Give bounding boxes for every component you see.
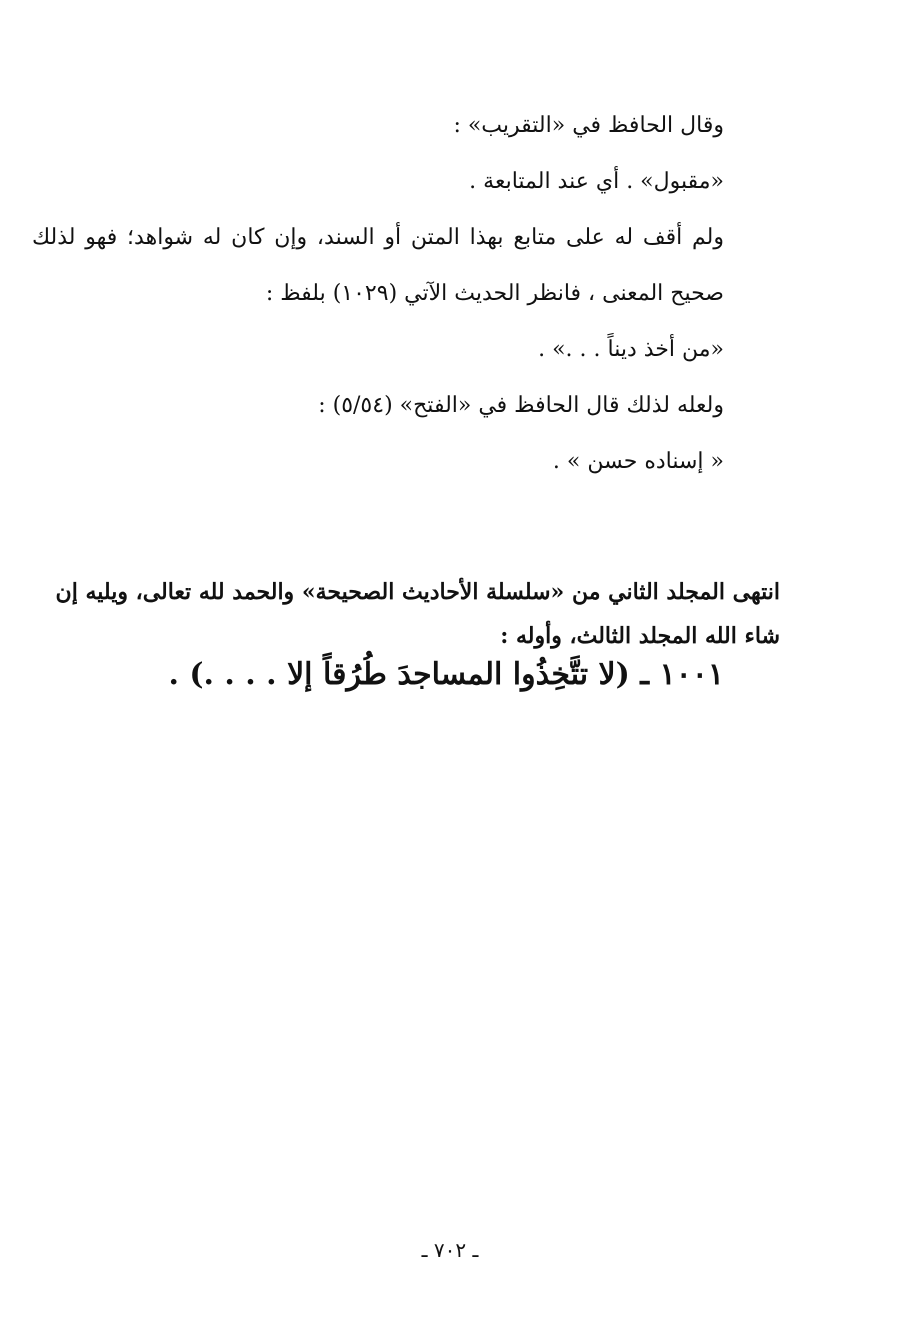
paragraph-man-akhadha: «من أخذ ديناً . . .» . bbox=[538, 337, 724, 362]
volume-closing-note: انتهى المجلد الثاني من «سلسلة الأحاديث الصحيحة» والحمد لله تعالى، ويليه إن شاء الله المجلد الثالث، وأوله : bbox=[55, 579, 780, 649]
main-text bbox=[32, 98, 780, 490]
next-volume-first-hadith: ١٠٠١ ـ (لا تتَّخِذُوا المساجدَ طُرُقاً إلا . . . .) . bbox=[168, 657, 724, 692]
paragraph-fath-reference: ولعله لذلك قال الحافظ في «الفتح» (٥/٥٤) : bbox=[318, 393, 724, 418]
paragraph-isnad-hasan: « إسناده حسن » . bbox=[552, 449, 724, 474]
paragraph-maqbul: «مقبول» . أي عند المتابعة . bbox=[469, 169, 724, 194]
page-number: ـ ٧٠٢ ـ bbox=[421, 1238, 479, 1262]
paragraph-no-follower: ولم أقف له على متابع بهذا المتن أو السند، وإن كان له شواهد؛ فهو لذلك صحيح المعنى ، فانظر الحديث الآتي (١٠٢٩) بلفظ : bbox=[32, 225, 724, 306]
paragraph-taqrib-quote: وقال الحافظ في «التقريب» : bbox=[453, 113, 724, 138]
